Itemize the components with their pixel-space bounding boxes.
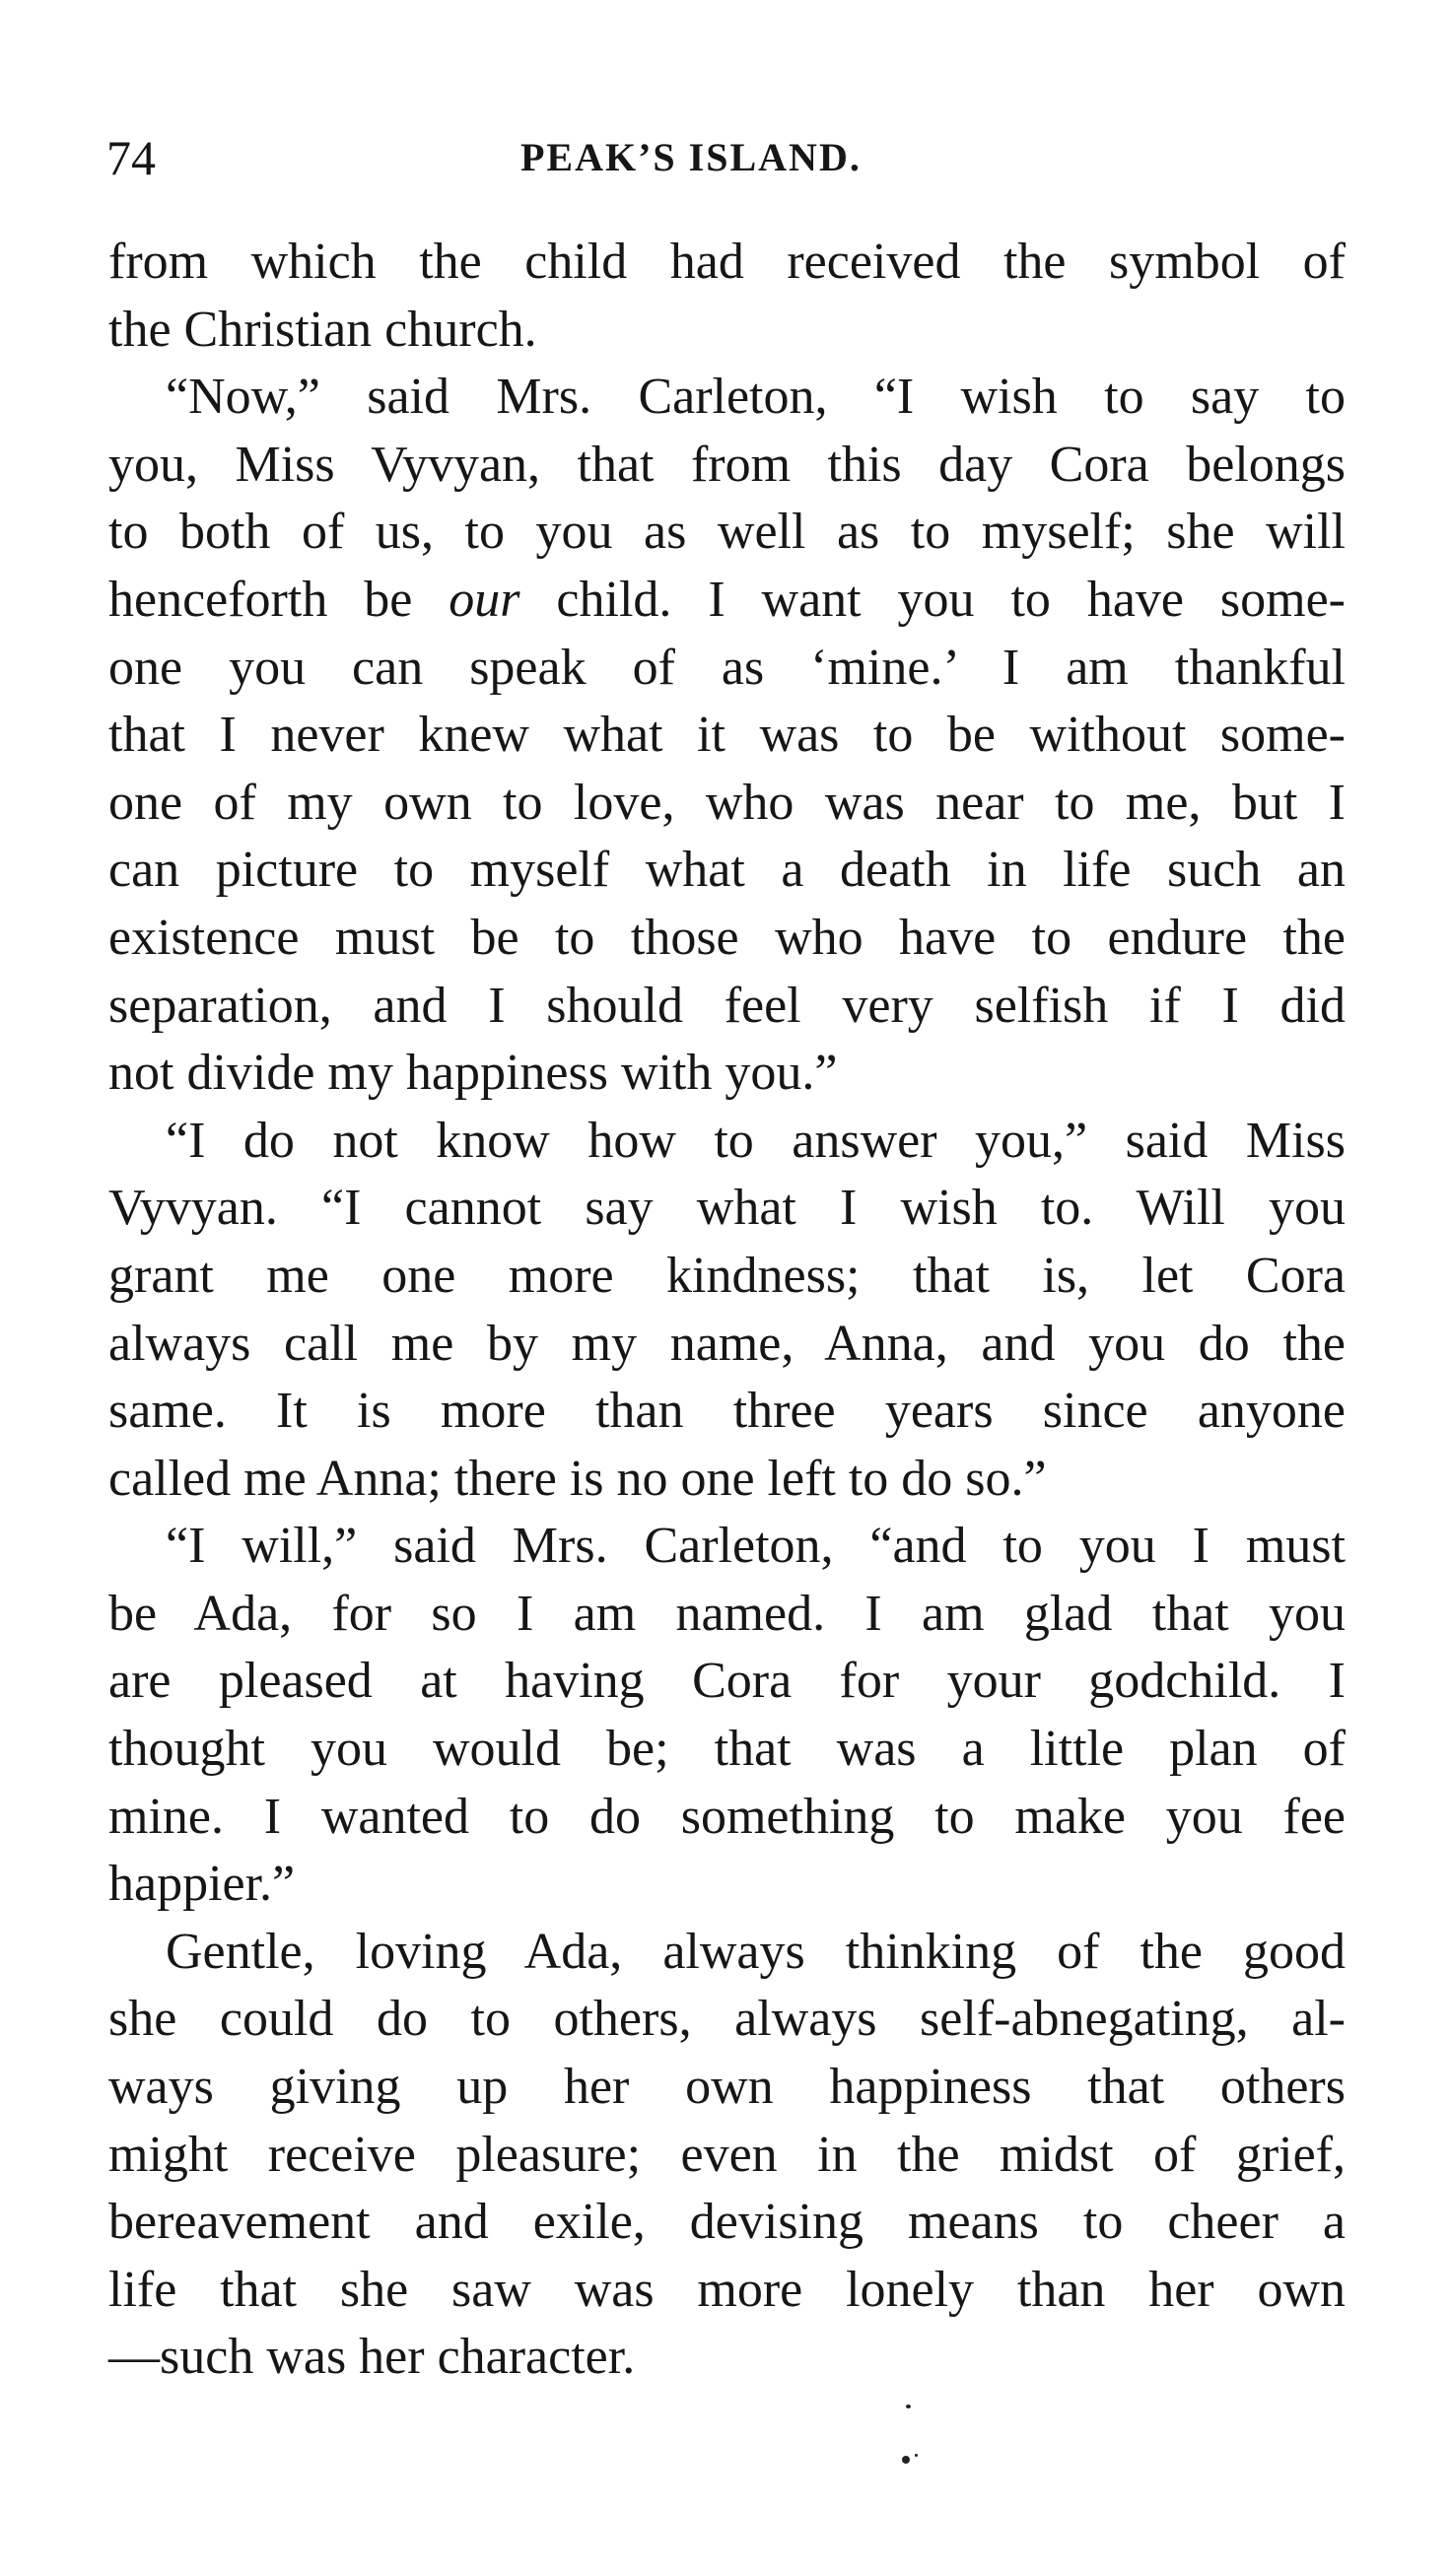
text-line: are pleased at having Cora for your godchild. I [108, 1653, 1346, 1710]
print-specks [902, 2395, 941, 2493]
line-segment: child. I want you to have some- [556, 571, 1347, 628]
page-number: 74 [106, 130, 156, 185]
text-line: bereavement and exile, devising means to cheer a [108, 2194, 1346, 2251]
text-line: grant me one more kindness; that is, let Cora [108, 1247, 1346, 1304]
text-line: one you can speak of as ‘mine.’ I am thankful [108, 639, 1346, 696]
text-line: thought you would be; that was a little plan of [108, 1721, 1346, 1778]
speck-mark [915, 2454, 918, 2457]
speck-mark [906, 2405, 911, 2408]
text-line: mine. I wanted to do something to make you fee [108, 1788, 1346, 1845]
body-text [108, 229, 1346, 2392]
speck-mark [902, 2456, 910, 2464]
text-line: to both of us, to you as well as to myself; she will [108, 504, 1346, 561]
text-line: might receive pleasure; even in the midst of grief, [108, 2126, 1346, 2183]
page-header [106, 126, 1344, 189]
text-line: called me Anna; there is no one left to do so.” [108, 1450, 1047, 1507]
text-line: same. It is more than three years since anyone [108, 1383, 1346, 1440]
text-line: —such was her character. [108, 2329, 636, 2386]
running-title: PEAK’S ISLAND. [520, 135, 862, 179]
text-line: “I do not know how to answer you,” said Miss [166, 1112, 1346, 1169]
text-line: you, Miss Vyvyan, that from this day Cora belongs [108, 436, 1346, 493]
text-line: ways giving up her own happiness that others [108, 2059, 1346, 2116]
text-line: not divide my happiness with you.” [108, 1045, 838, 1102]
text-line: life that she saw was more lonely than her own [108, 2261, 1346, 2318]
text-line: existence must be to those who have to endure the [108, 909, 1346, 966]
text-line: “Now,” said Mrs. Carleton, “I wish to say to [166, 369, 1346, 426]
text-line: “I will,” said Mrs. Carleton, “and to you I must [166, 1518, 1346, 1575]
text-line [108, 567, 1346, 635]
text-line: she could do to others, always self-abnegating, al- [108, 1991, 1346, 2048]
text-line: always call me by my name, Anna, and you do the [108, 1315, 1346, 1372]
text-line: separation, and I should feel very selfish if I did [108, 977, 1346, 1034]
text-line: from which the child had received the symbol of [108, 234, 1346, 290]
text-line: Vyvyan. “I cannot say what I wish to. Will you [108, 1180, 1346, 1237]
emphasized-word: our [449, 571, 520, 628]
text-line: Gentle, loving Ada, always thinking of the good [166, 1923, 1346, 1980]
text-line: happier.” [108, 1856, 296, 1913]
line-segment: henceforth be [108, 571, 413, 628]
text-line: that I never knew what it was to be without some- [108, 707, 1346, 764]
text-line: one of my own to love, who was near to me, but I [108, 774, 1346, 831]
text-line: can picture to myself what a death in life such an [108, 842, 1346, 899]
text-line: the Christian church. [108, 301, 537, 358]
text-line: be Ada, for so I am named. I am glad that you [108, 1585, 1346, 1642]
